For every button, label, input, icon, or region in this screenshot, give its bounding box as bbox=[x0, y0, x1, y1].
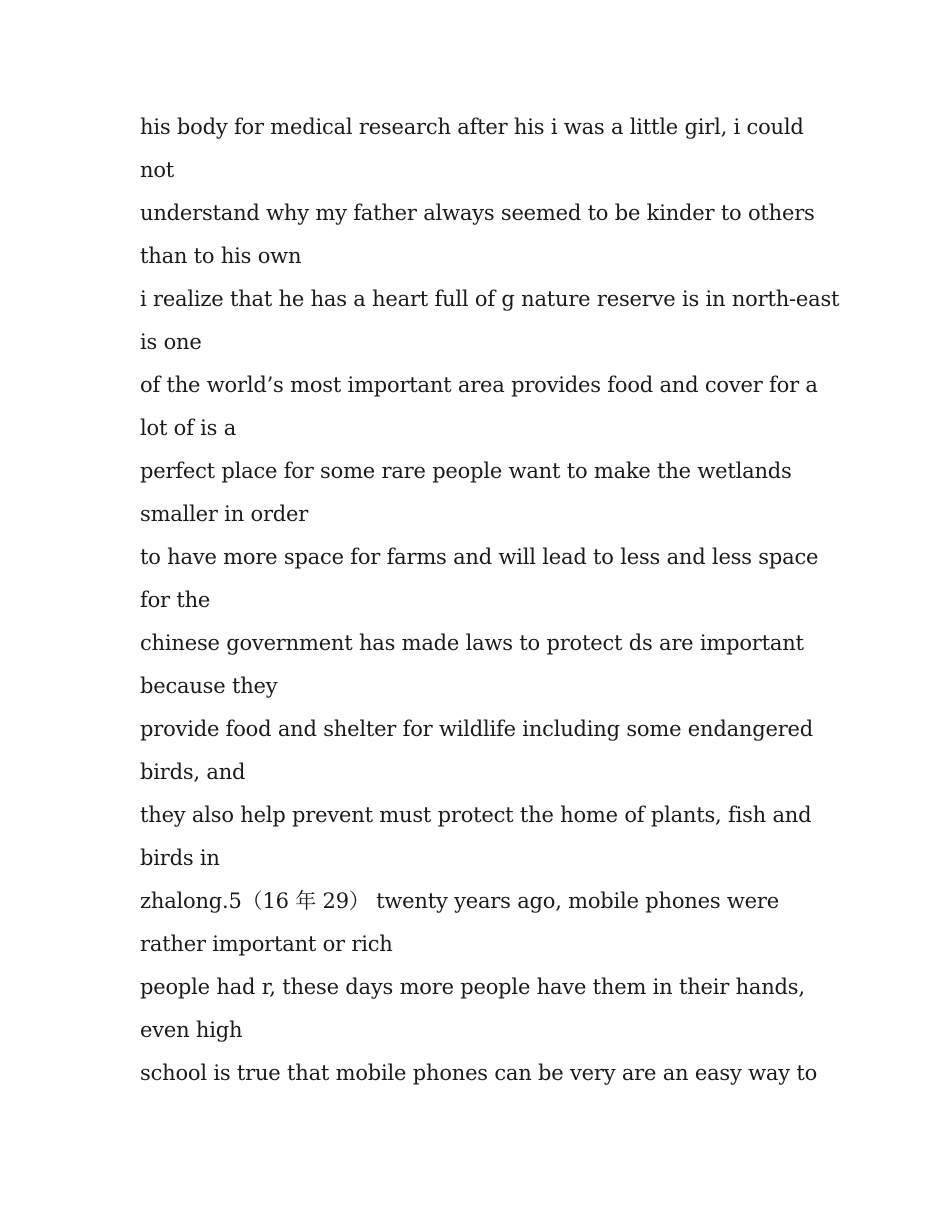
text-line: for the bbox=[140, 588, 211, 612]
text-line: understand why my father always seemed to be kinder to others bbox=[140, 201, 815, 225]
text-line: to have more space for farms and will lead to less and less space bbox=[140, 545, 819, 569]
text-line: his body for medical research after his i was a little girl, i could bbox=[140, 115, 804, 139]
text-line: than to his own bbox=[140, 244, 302, 268]
text-line: people had r, these days more people have them in their hands, bbox=[140, 975, 805, 999]
text-line: not bbox=[140, 158, 175, 182]
text-line: lot of is a bbox=[140, 416, 237, 440]
text-line: birds, and bbox=[140, 760, 246, 784]
text-line: rather important or rich bbox=[140, 932, 393, 956]
text-line: perfect place for some rare people want to make the wetlands bbox=[140, 459, 792, 483]
text-line: smaller in order bbox=[140, 502, 309, 526]
text-line: i realize that he has a heart full of g nature reserve is in north-east bbox=[140, 287, 840, 311]
text-line: birds in bbox=[140, 846, 220, 870]
text-line: they also help prevent must protect the home of plants, fish and bbox=[140, 803, 812, 827]
text-line: because they bbox=[140, 674, 278, 698]
text-line: even high bbox=[140, 1018, 243, 1042]
text-line: is one bbox=[140, 330, 202, 354]
document-body bbox=[140, 106, 840, 1095]
text-line: zhalong.5（16 年 29） twenty years ago, mobile phones were bbox=[140, 889, 779, 913]
text-line: school is true that mobile phones can be very are an easy way to bbox=[140, 1061, 818, 1085]
text-line: chinese government has made laws to protect ds are important bbox=[140, 631, 804, 655]
text-line: of the world’s most important area provides food and cover for a bbox=[140, 373, 818, 397]
text-line: provide food and shelter for wildlife including some endangered bbox=[140, 717, 814, 741]
